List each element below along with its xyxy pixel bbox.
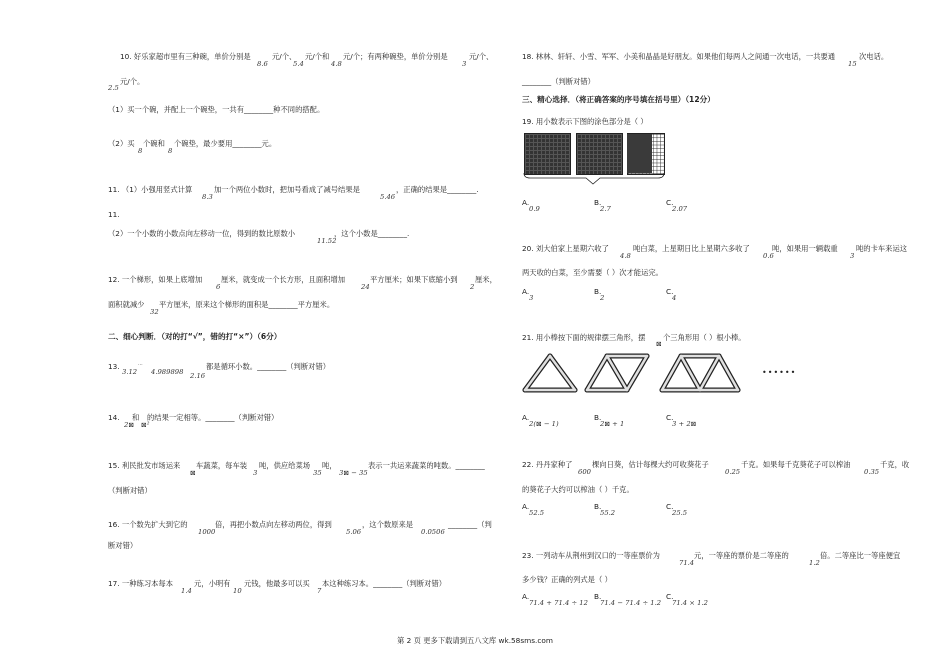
q14-number: 14. [108,413,120,422]
q12-text-b: 厘米，就变成一个长方形，且面积增加 [221,275,346,284]
q16-text-e: 断对错） [108,541,138,550]
section-3-heading: 三、精心选择．（将正确答案的序号填在括号里）（12分） [522,95,715,104]
q15-text-e: 表示一共运来蔬菜的吨数。________ [368,461,485,470]
q13-value-3: 2.16 [190,372,206,380]
q15-value-2: 3 [253,469,258,477]
q23-text-a: 23. 一列动车从荆州到汉口的一等座票价为 [522,551,660,560]
q22-text-e: 的葵花子大约可以榨油（ ）千克。 [522,485,634,494]
q23-opt-c-value: 71.4 × 1.2 [672,599,708,607]
q21-value-1: ⊠ [656,340,662,348]
q10-sub2-a: （2）买 [108,139,135,148]
q19-stem: 19. 用小数表示下图的涂色部分是（ ） [522,117,648,126]
q18-text-c: ________（判断对错） [522,77,595,86]
q22-text-b: 棵向日葵，估计每棵大约可收葵花子 [592,460,709,469]
q13-number: 13. [108,362,120,371]
q15-text-c: 吨，供应给菜场 [259,461,311,470]
q20-value-2: 0.6 [763,252,774,260]
q16-text-b: 倍，再把小数点向左移动两位，得到 [215,520,332,529]
q23-value-1: 71.4 [679,559,695,567]
q19-shaded-part [627,134,652,173]
q17-value-3: 7 [317,587,322,595]
q15-text-d: 吨， [322,461,337,470]
q23-text-c: 倍。二等座比一等座便宜 [820,551,901,560]
q16-value-2: 5.06 [346,528,362,536]
q21-opt-a-letter: A. [522,413,530,422]
q11-text-a: 11. （1）小强用竖式计算 [108,185,193,194]
q11-text-c: ，正确的结果是________. [396,185,479,194]
q22-opt-c-letter: C. [666,502,674,511]
q22-value-3: 0.35 [864,468,880,476]
q10-sub2-b: 个碗和 [143,139,165,148]
q21-text-b: 个三角形用（ ）根小棒。 [663,333,746,342]
q23-opt-b-value: 71.4 − 71.4 ÷ 1.2 [600,599,662,607]
q23-opt-b-letter: B. [594,592,602,601]
q20-text-b: 吨白菜，上星期日比上星期六多收了 [633,244,750,253]
q15-text-a: 15. 利民批发市场运来 [108,461,181,470]
q12-value-1: 6 [216,283,221,291]
q22-text-a: 22. 丹丹家种了 [522,460,573,469]
q18-text-a: 18. 林林、轩轩、小雪、军军、小美和晶晶是好朋友。如果他们每两人之间通一次电话，一共要通 [522,52,836,61]
q20-opt-c-letter: C. [666,287,674,296]
q21-opt-b-letter: B. [594,413,602,422]
q23-value-2: 1.2 [809,559,820,567]
q10-value-5: 2.5 [108,84,119,92]
q13-dots: ··· [138,362,143,368]
q20-text-d: 吨的卡车来运这 [856,244,908,253]
q19-opt-a-value: 0.9 [529,205,540,213]
q10-sub2-c: 个碗垫，最少要用________元。 [174,139,277,148]
q12-value-4: 32 [150,308,159,316]
q20-value-1: 4.8 [620,252,631,260]
q19-full-square-2 [576,133,623,175]
q16-value-1: 1000 [198,528,216,536]
q12-text-a: 12. 一个梯形，如果上底增加 [108,275,203,284]
q19-opt-c-letter: C. [666,198,674,207]
q10-value-2: 5.4 [293,60,304,68]
q17-value-2: 10 [233,587,242,595]
q10-value-4: 3 [462,60,467,68]
q23-text-b: 元，一等座的票价是二等座的 [694,551,789,560]
q13-text: 都是循环小数。________（判断对错） [206,362,331,371]
q10-sub2-n2: 8 [168,147,173,155]
q12-value-2: 24 [361,283,370,291]
q10-text-c: 元/个和 [305,52,330,61]
q10-sub1: （1）买一个碗，并配上一个碗垫，一共有________种不同的搭配。 [108,105,325,114]
q16-text-a: 16. 一个数先扩大到它的 [108,520,188,529]
q19-brace [522,172,666,186]
q22-opt-c-value: 25.5 [672,509,688,517]
q11-value-2: 5.46 [380,193,396,201]
q16-text-d: ________（判 [448,520,492,529]
q12-text-e: 面积就减少 [108,300,145,309]
q17-text-b: 元，小明有 [194,579,231,588]
q22-value-2: 0.25 [725,468,741,476]
q10-text-b: 元/个、 [272,52,297,61]
q19-opt-c-value: 2.07 [672,205,688,213]
q20-text-a: 20. 刘大伯家上星期六收了 [522,244,609,253]
q21-opt-c-letter: C. [666,413,674,422]
q22-text-c: 千克。如果每千克葵花子可以榨油 [741,460,851,469]
q19-full-square-1 [524,133,571,175]
q19-opt-a-letter: A. [522,198,530,207]
q13-value-2: 4.989898 [151,368,184,376]
q14-value-2: ⊠² [141,421,150,429]
q11-text-b: 加一个两位小数时，把加号看成了减号结果是 [214,185,360,194]
q16-text-c: ，这个数原来是 [362,520,414,529]
q22-opt-a-value: 52.5 [529,509,545,517]
q21-opt-c-value: 3 + 2⊠ [672,420,697,428]
q20-text-e: 两天收的白菜，至少需要（ ）次才能运完。 [522,268,663,277]
q22-opt-b-letter: B. [594,502,602,511]
q20-value-3: 3 [850,252,855,260]
q21-opt-b-value: 2⊠ + 1 [600,420,625,428]
q14-value-1: 2⊠ [124,421,135,429]
q10-text-a: 10. 好乐家超市里有三种碗，单价分别是 [120,52,251,61]
q23-text-d: 多少钱？正确的列式是（ ） [522,575,612,584]
q11-value-3: 11.52 [317,237,337,245]
q12-text-d: 厘米， [475,275,497,284]
q10-value-3: 4.8 [331,60,342,68]
section-2-heading: 二、细心判断．（对的打“√”，错的打“×”）（6分） [108,332,282,341]
page-footer: 第 2 页 更多下载请到五八文库 wk.58sms.com [397,636,553,645]
q21-text-a: 21. 用小棒按下面的规律摆三角形，摆 [522,333,646,342]
q18-value-1: 15 [848,60,857,68]
q17-value-1: 1.4 [181,587,192,595]
q10-value-1: 8.6 [257,60,268,68]
q20-opt-b-value: 2 [600,294,605,302]
q15-value-3: 35 [313,469,322,477]
q15-text-b: 车蔬菜，每车装 [196,461,248,470]
q14-text: 的结果一定相等。________（判断对错） [147,413,279,422]
q15-value-4: 3⊠ − 35 [339,469,368,477]
q11-text-d: 11. [108,210,120,219]
q17-text-c: 元钱，他最多可以买 [244,579,310,588]
q11-value-1: 8.3 [202,193,213,201]
q12-text-c: 平方厘米；如果下底缩小到 [370,275,458,284]
q12-value-3: 2 [470,283,475,291]
q23-opt-a-value: 71.4 + 71.4 ÷ 12 [529,599,588,607]
q10-text-d: 元/个；有两种碗垫，单价分别是 [343,52,448,61]
q19-opt-b-value: 2.7 [600,205,611,213]
q13-value-1: 3.12 [122,368,138,376]
q15-value-1: ⊠ [190,469,196,477]
q21-opt-a-value: 2(⊠ − 1) [529,420,559,428]
q10-text-e: 元/个、 [469,52,494,61]
q22-opt-b-value: 55.2 [600,509,616,517]
q18-text-b: 次电话。 [859,52,889,61]
q23-opt-c-letter: C. [666,592,674,601]
q16-value-3: 0.0506 [421,528,445,536]
q14-text-and: 和 [132,413,140,422]
q19-opt-b-letter: B. [594,198,602,207]
q17-text-d: 本这种练习本。________（判断对错） [322,579,447,588]
q22-opt-a-letter: A. [522,502,530,511]
q22-text-d: 千克，收 [880,460,910,469]
q17-text-a: 17. 一种练习本每本 [108,579,174,588]
q11-text-e: （2）一个小数的小数点向左移动一位，得到的数比原数小 [108,229,296,238]
q20-opt-b-letter: B. [594,287,602,296]
q15-text-f: （判断对错） [108,486,152,495]
q10-line2: 元/个。 [120,77,145,86]
q23-opt-a-letter: A. [522,592,530,601]
q21-continuation-dots: •••••• [762,368,797,377]
q10-sub2-n1: 8 [138,147,143,155]
q11-text-f: ，这个小数是________. [334,229,410,238]
q12-text-f: 平方厘米，原来这个梯形的面积是________平方厘米。 [159,300,335,309]
q20-opt-a-value: 3 [529,294,534,302]
q20-text-c: 吨，如果用一辆载重 [772,244,838,253]
q20-opt-c-value: 4 [672,294,677,302]
q22-value-1: 600 [578,468,591,476]
q20-opt-a-letter: A. [522,287,530,296]
